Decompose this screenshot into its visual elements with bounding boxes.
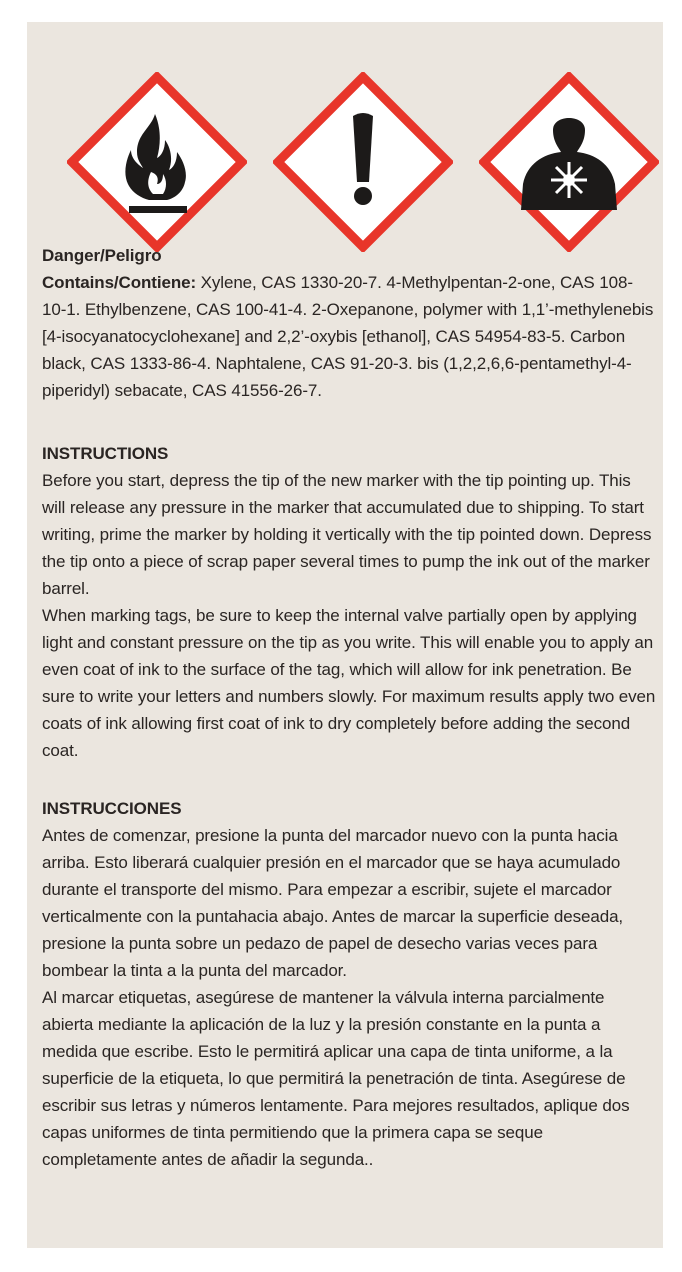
exclamation-mark-icon (273, 72, 453, 252)
paragraph: Al marcar etiquetas, asegúrese de mantener la válvula interna parcialmente abierta mediante la aplicación de la luz y la presión constante en la punta a medida que escribe. Esto le permitirá aplicar una capa de tinta uniforme, a la superficie de la etiqueta, lo que permitirá la penetración de tinta. Asegúrese de escribir sus letras y números lentamente. Para mejores resultados, aplique dos capas uniformes de tinta permitiendo que la primera capa se seque completamente antes de añadir la segunda.. (42, 988, 630, 1169)
hazard-pictogram-row (67, 72, 657, 252)
health-hazard-icon (479, 72, 659, 252)
contains-text: Xylene, CAS 1330-20-7. 4-Methylpentan-2-one, CAS 108-10-1. Ethylbenzene, CAS 100-41-4. 2-Oxepanone, polymer with 1,1’-methylenebis [4-isocyanatocyclohexane] and 2,2’-oxybis [ethanol], CAS 54954-83-5. Carbon black, CAS 1333-86-4. Naphtalene, CAS 91-20-3. bis (1,2,2,6,6-pentamethyl-4-piperidyl) sebacate, CAS 41556-26-7. (42, 273, 654, 400)
contains-paragraph (42, 269, 657, 404)
flame-icon (67, 72, 247, 252)
paragraph: When marking tags, be sure to keep the internal valve partially open by applying light and constant pressure on the tip as you write. This will enable you to apply an even coat of ink to the surface of the tag, which will allow for ink penetration. Be sure to write your letters and numbers slowly. For maximum results apply two even coats of ink allowing first coat of ink to dry completely before adding the second coat. (42, 606, 656, 760)
section-heading: INSTRUCTIONS (42, 444, 169, 463)
paragraph: Antes de comenzar, presione la punta del marcador nuevo con la punta hacia arriba. Esto liberará cualquier presión en el marcador que se haya acumulado durante el transporte del mismo. Para empezar a escribir, sujete el marcador verticalmente con la puntahacia abajo. Antes de marcar la superficie deseada, presione la punta sobre un pedazo de papel de desecho varias veces para bombear la tinta a la punta del marcador. (42, 826, 624, 980)
instructions-spanish-section (42, 795, 657, 1173)
hazard-statement (42, 242, 657, 404)
contains-label: Contains/Contiene: (42, 273, 197, 292)
paragraph: Before you start, depress the tip of the new marker with the tip pointing up. This will release any pressure in the marker that accumulated due to shipping. To start writing, prime the marker by holding it vertically with the tip pointed down. Depress the tip onto a piece of scrap paper several times to pump the ink out of the marker barrel. (42, 471, 652, 598)
section-heading: INSTRUCCIONES (42, 799, 182, 818)
safety-label-card (27, 22, 663, 1248)
instructions-english-section (42, 440, 657, 764)
signal-word: Danger/Peligro (42, 246, 162, 265)
